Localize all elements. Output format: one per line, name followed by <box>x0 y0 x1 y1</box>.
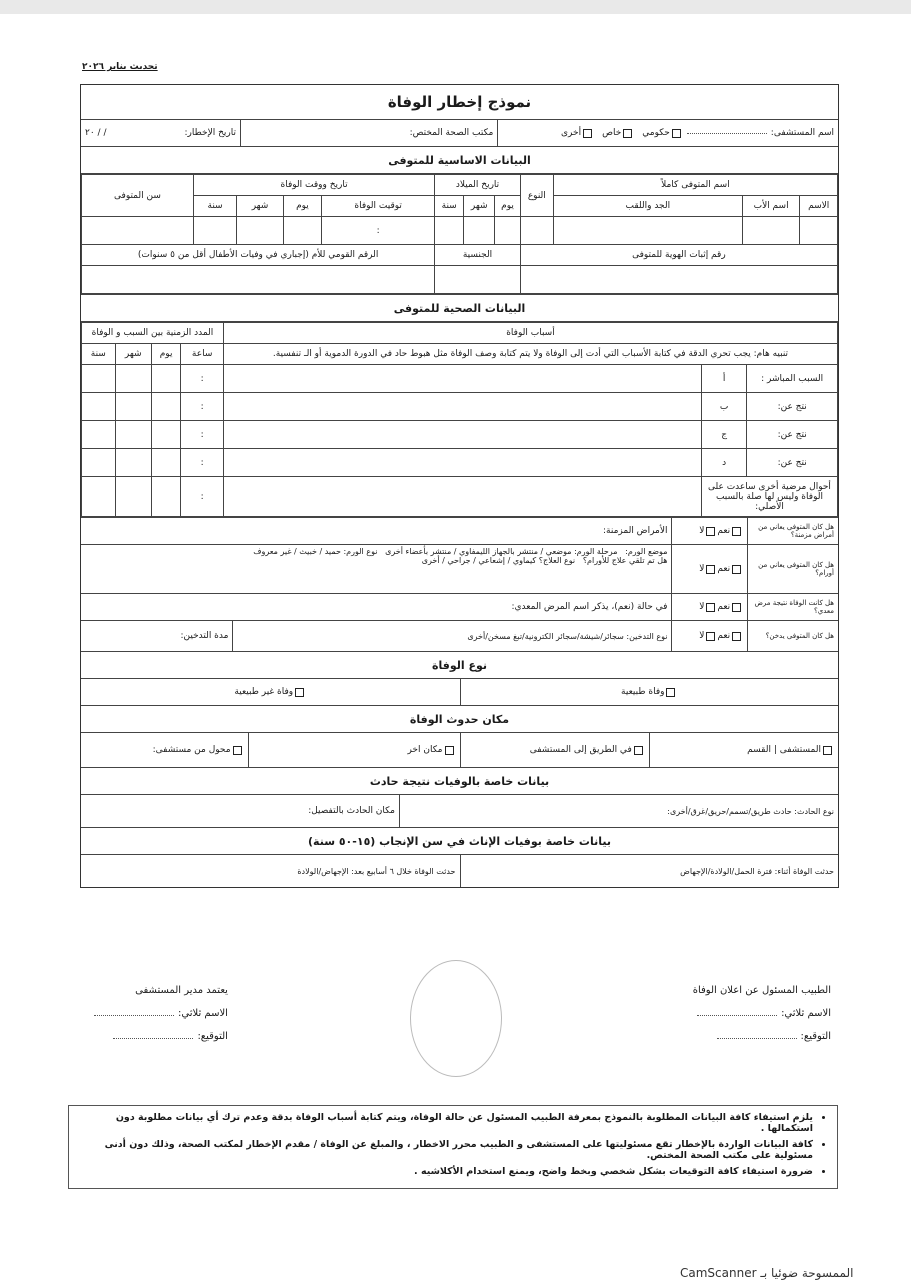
basic-section-title: البيانات الاساسية للمتوفى <box>388 153 531 167</box>
stamp-circle <box>410 960 502 1077</box>
scanner-footer: CamScanner الممسوحة ضوئيا بـ <box>680 1266 854 1280</box>
scanner-top-bar <box>0 0 911 14</box>
checkbox[interactable] <box>583 129 592 138</box>
causes-table: أسباب الوفاة المدد الزمنية بين السبب و الوفاة تنبيه هام: يجب تحري الدقة في كتابة الأسباب التي أدت إلى الوفاة ولا يتم كتابة وصف الوفاة مثل هبوط حاد في الدورة الدموية أو الـ تنفسية. ساعة يوم شهر سنة السبب المباشر : أ : نتج عن: ب : نتج عن: ج : نتج عن: د : أحوال مرضية أخرى ساعدت على الوفاة وليس لها صلة بالسبب الأصلي: : <box>81 322 838 517</box>
director-signature-block: يعتمد مدير المستشفى الاسم ثلاثي: التوقيع: <box>90 985 228 1054</box>
health-section-title: البيانات الصحية للمتوفى <box>393 301 526 315</box>
notes-box: • يلزم استيفاء كافة البيانات المطلوبة بالنموذج بمعرفة الطبيب المسئول عن حالة الوفاة، ويتم كتابة أسباب الوفاة بدقة وعدم ترك أي بيانات مطلوبة دون استكمالها . • كافة البيانات الواردة بالإخطار تقع مسئوليتها على المستشفى و الطبيب محرر الاخطار ، والمبلغ عن الوفاة / مقدم الإخطار لمكتب الصحة، وذلك دون أدنى مسئولية على مكتب الصحة المختص. • ضرورة استيفاء كافة التوقيعات بشكل شخصي وبخط واضح، ويمنع استخدام الأكلاشيه . <box>68 1105 838 1189</box>
checkbox[interactable] <box>672 129 681 138</box>
health-office-field[interactable]: مكتب الصحة المختص: <box>240 120 497 146</box>
doctor-signature-block: الطبيب المسئول عن اعلان الوفاة الاسم ثلاثي: التوقيع: <box>692 985 831 1042</box>
form-title: نموذج إخطار الوفاة <box>387 93 532 111</box>
tumor-details[interactable]: موضع الورم: مرحلة الورم: موضعي / منتشر بالجهاز الليمفاوي / منتشر بأعضاء أخرى نوع الورم: حميد / خبيث / غير معروف هل تم تلقي علاج للأورام؟ نوع العلاج؟ كيماوي / إشعاعي / جراحي / أخرى <box>253 547 668 565</box>
basic-data-table: اسم المتوفى كاملاً النوع تاريخ الميلاد تاريخ ووقت الوفاة سن المتوفى الاسم اسم الأب الجد واللقب يوم شهر سنة توقيت الوفاة يوم شهر سنة : رقم إثبات الهوية للمتوفى الجنسية الرقم القومي للأم (إجباري في وفيات الأطفال أقل من ٥ سنوات) <box>81 174 838 294</box>
update-note: تحديث يناير ٢٠٢٦ <box>82 62 158 72</box>
chronic-diseases-field[interactable]: الأمراض المزمنة: <box>603 526 668 536</box>
death-notification-form: نموذج إخطار الوفاة اسم المستشفى: حكومي خاص أخرى مكتب الصحة المختص: تاريخ الإخطار: / / ٢٠ البيانات الاساسية للمتوفى اسم المتوفى كاملاً النوع تاريخ الميلاد تاريخ ووقت الوفاة سن المتوفى الاسم اسم الأب الجد واللقب يوم شهر سنة توقيت الوفاة يوم شهر سنة : رقم إثبات الهوية للمتوفى الجنسية الرقم القومي للأم (إجباري في وفيات الأطفال أقل من ٥ سنوات) البيانات الصحية للمتوفى أسباب الوفاة المدد الزمنية بين السبب و الوفاة تنبيه هام: يجب تحري الدقة في كتابة الأسباب التي أدت إلى الوفاة ولا يتم كتابة وصف الوفاة مثل هبوط حاد في الدورة الدموية أو الـ تنفسية. ساعة يوم شهر سنة السبب المباشر : أ : نتج عن: ب : نتج عن: ج : نتج عن: د : أحوال مرضية أخرى ساعدت على الوفاة وليس لها صلة بالسبب الأصلي: : هل كان المتوفى يعاني من أمراض مزمنة؟ نعم لا الأمراض المزمنة: هل كان المتوفى يعاني من أورام؟ نعم لا موضع الورم: مرحلة الورم: موضعي / منتشر بالجهاز الليمفاوي / منتشر بأعضاء أخرى نوع الورم: حميد / خبيث / غير معروف هل تم تلقي علاج للأورام؟ نوع العلاج؟ كيماوي / إشعاعي / جراحي / أخرى هل كانت الوفاة نتيجة مرض معدي؟ نعم لا في حالة (نعم)، يذكر اسم المرض المعدي: هل كان المتوفى يدخن؟ نعم لا نوع التدخين: سجائر / شيشة / سجائر الكترونية / تبغ مسخن / أخرى مدة التدخين: نوع الوفاة وفاة طبيعية وفاة غير طبيعية مكان حدوث الوفاة المستشفى | القسم في الطريق إلى المستشفى مكان اخر محول من مستشفى: بيانات خاصة بالوفيات نتيجة حادث نوع الحادث: حادث طريق / تسمم / حريق / غرق / أخرى: مكان الحادث بالتفصيل: بيانات خاصة بوفيات الإناث في سن الإنجاب (١٥-٥٠ سنة) حدثت الوفاة أثناء: فترة الحمل / الولادة / الإجهاض حدثت الوفاة خلال ٦ أسابيع بعد: الإجهاض / الولادة <box>80 84 839 888</box>
hospital-field[interactable]: اسم المستشفى: حكومي خاص أخرى <box>497 120 838 146</box>
checkbox[interactable] <box>623 129 632 138</box>
notification-date-field[interactable]: تاريخ الإخطار: / / ٢٠ <box>85 128 236 138</box>
